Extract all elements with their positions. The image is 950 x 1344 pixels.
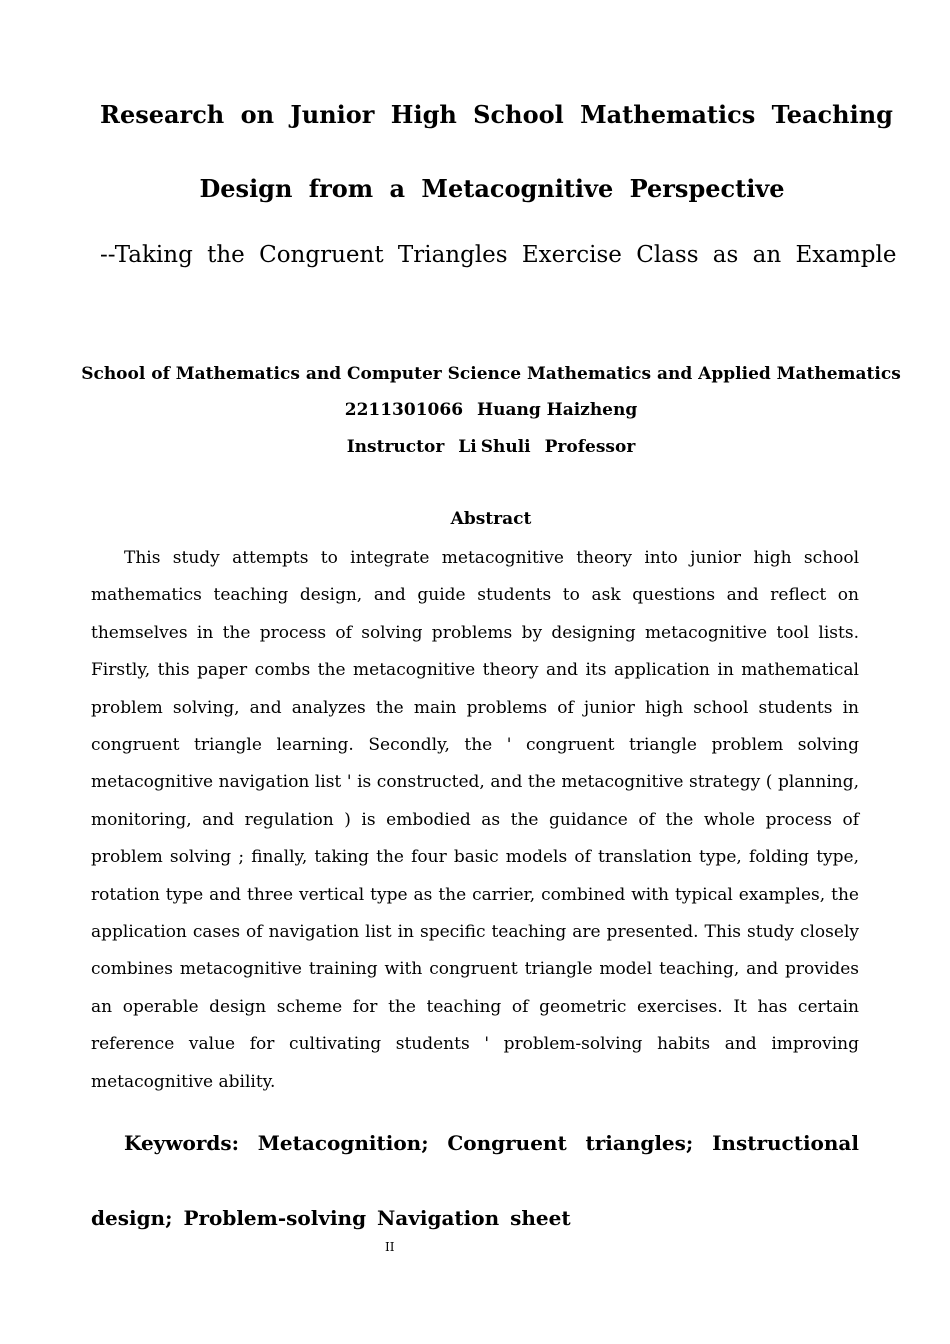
instructor-label: Instructor	[346, 437, 445, 457]
keywords: Keywords: Metacognition; Congruent triangles; Instructional design; Problem-solving Navigation sheet	[91, 1131, 859, 1230]
student-name: Huang Haizheng	[477, 400, 638, 420]
student-id: 2211301066	[344, 400, 464, 420]
instructor-last-name: Shuli	[480, 437, 531, 457]
instructor-line	[80, 437, 902, 457]
instructor-title: Professor	[544, 437, 636, 457]
abstract-body: This study attempts to integrate metacognitive theory into junior high school mathematics teaching design, and guide students to ask questions and reflect on themselves in the process of solving problems by designing metacognitive tool lists. Firstly, this paper combs the metacognitive theory and its application in mathematical problem solving, and analyzes the main problems of junior high school students in congruent triangle learning. Secondly, the ' congruent triangle problem solving metacognitive navigation list ' is constructed, and the metacognitive strategy ( planning, monitoring, and regulation ) is embodied as the guidance of the whole process of problem solving ; finally, taking the four basic models of translation type, folding type, rotation type and three vertical type as the carrier, combined with typical examples, the application cases of navigation list in specific teaching are presented. This study closely combines metacognitive training with congruent triangle model teaching, and provides an operable design scheme for the teaching of geometric exercises. It has certain reference value for cultivating students ' problem-solving habits and improving metacognitive ability.	[91, 548, 859, 1092]
abstract-heading: Abstract	[450, 509, 532, 529]
school-affiliation: School of Mathematics and Computer Science Mathematics and Applied Mathematics	[81, 364, 901, 384]
title-line-1: Research on Junior High School Mathematics Teaching	[100, 100, 893, 129]
title-line-2: Design from a Metacognitive Perspective	[199, 174, 785, 203]
page-number: II	[385, 1240, 395, 1254]
student-line	[80, 400, 902, 420]
subtitle: --Taking the Congruent Triangles Exercise Class as an Example	[100, 242, 897, 268]
instructor-first-name: Li	[458, 437, 477, 457]
